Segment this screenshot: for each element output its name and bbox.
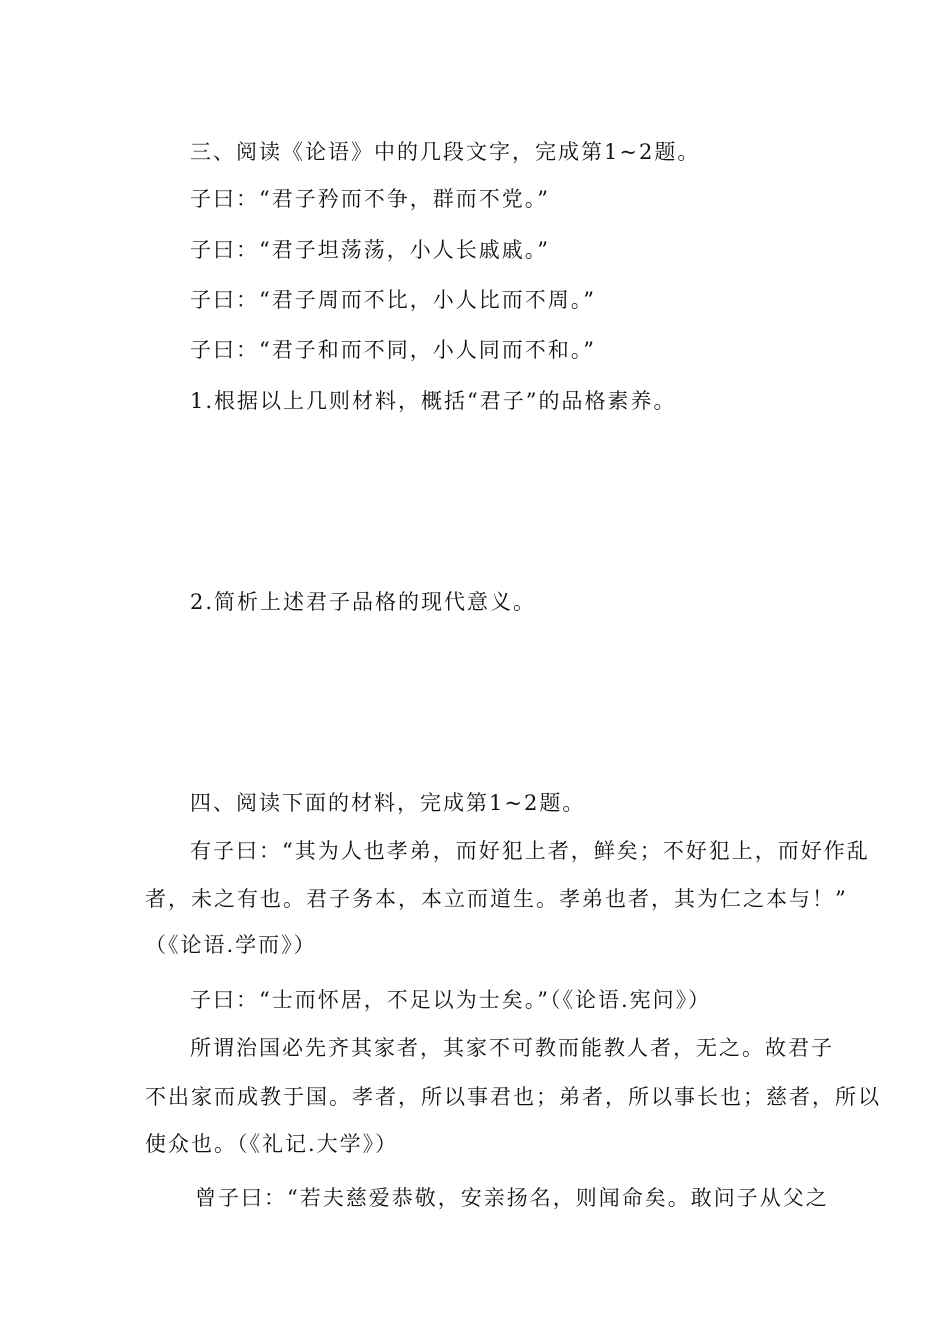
section4-p1-line-2: 者，未之有也。君子务本，本立而道生。孝弟也者，其为仁之本与！” <box>145 887 848 911</box>
section3-quote-2: 子曰：“君子坦荡荡，小人长戚戚。” <box>190 238 550 262</box>
section3-question-1: 1.根据以上几则材料，概括“君子”的品格素养。 <box>190 389 677 413</box>
section4-p2: 子曰：“士而怀居，不足以为士矣。”（《论语.宪问》） <box>190 988 712 1012</box>
section3-quote-4: 子曰：“君子和而不同，小人同而不和。” <box>190 338 596 362</box>
section4-p3-line-1: 所谓治国必先齐其家者，其家不可教而能教人者，无之。故君子 <box>190 1036 834 1060</box>
section3-quote-1: 子曰：“君子矜而不争，群而不党。” <box>190 187 550 211</box>
section4-p3-line-3: 使众也。（《礼记.大学》） <box>145 1132 399 1156</box>
section4-p1-line-1: 有子曰：“其为人也孝弟，而好犯上者，鲜矣；不好犯上，而好作乱 <box>190 839 870 863</box>
section4-heading: 四、阅读下面的材料，完成第1~2题。 <box>190 791 586 815</box>
section3-question-2: 2.简析上述君子品格的现代意义。 <box>190 590 537 614</box>
section4-p1-line-3: （《论语.学而》） <box>145 933 317 957</box>
section4-p4: 曾子曰：“若夫慈爱恭敬，安亲扬名，则闻命矣。敢问子从父之 <box>195 1186 829 1210</box>
section4-p3-line-2: 不出家而成教于国。孝者，所以事君也；弟者，所以事长也；慈者，所以 <box>145 1085 881 1109</box>
section3-quote-3: 子曰：“君子周而不比，小人比而不周。” <box>190 288 596 312</box>
section3-heading: 三、阅读《论语》中的几段文字，完成第1~2题。 <box>190 140 701 164</box>
